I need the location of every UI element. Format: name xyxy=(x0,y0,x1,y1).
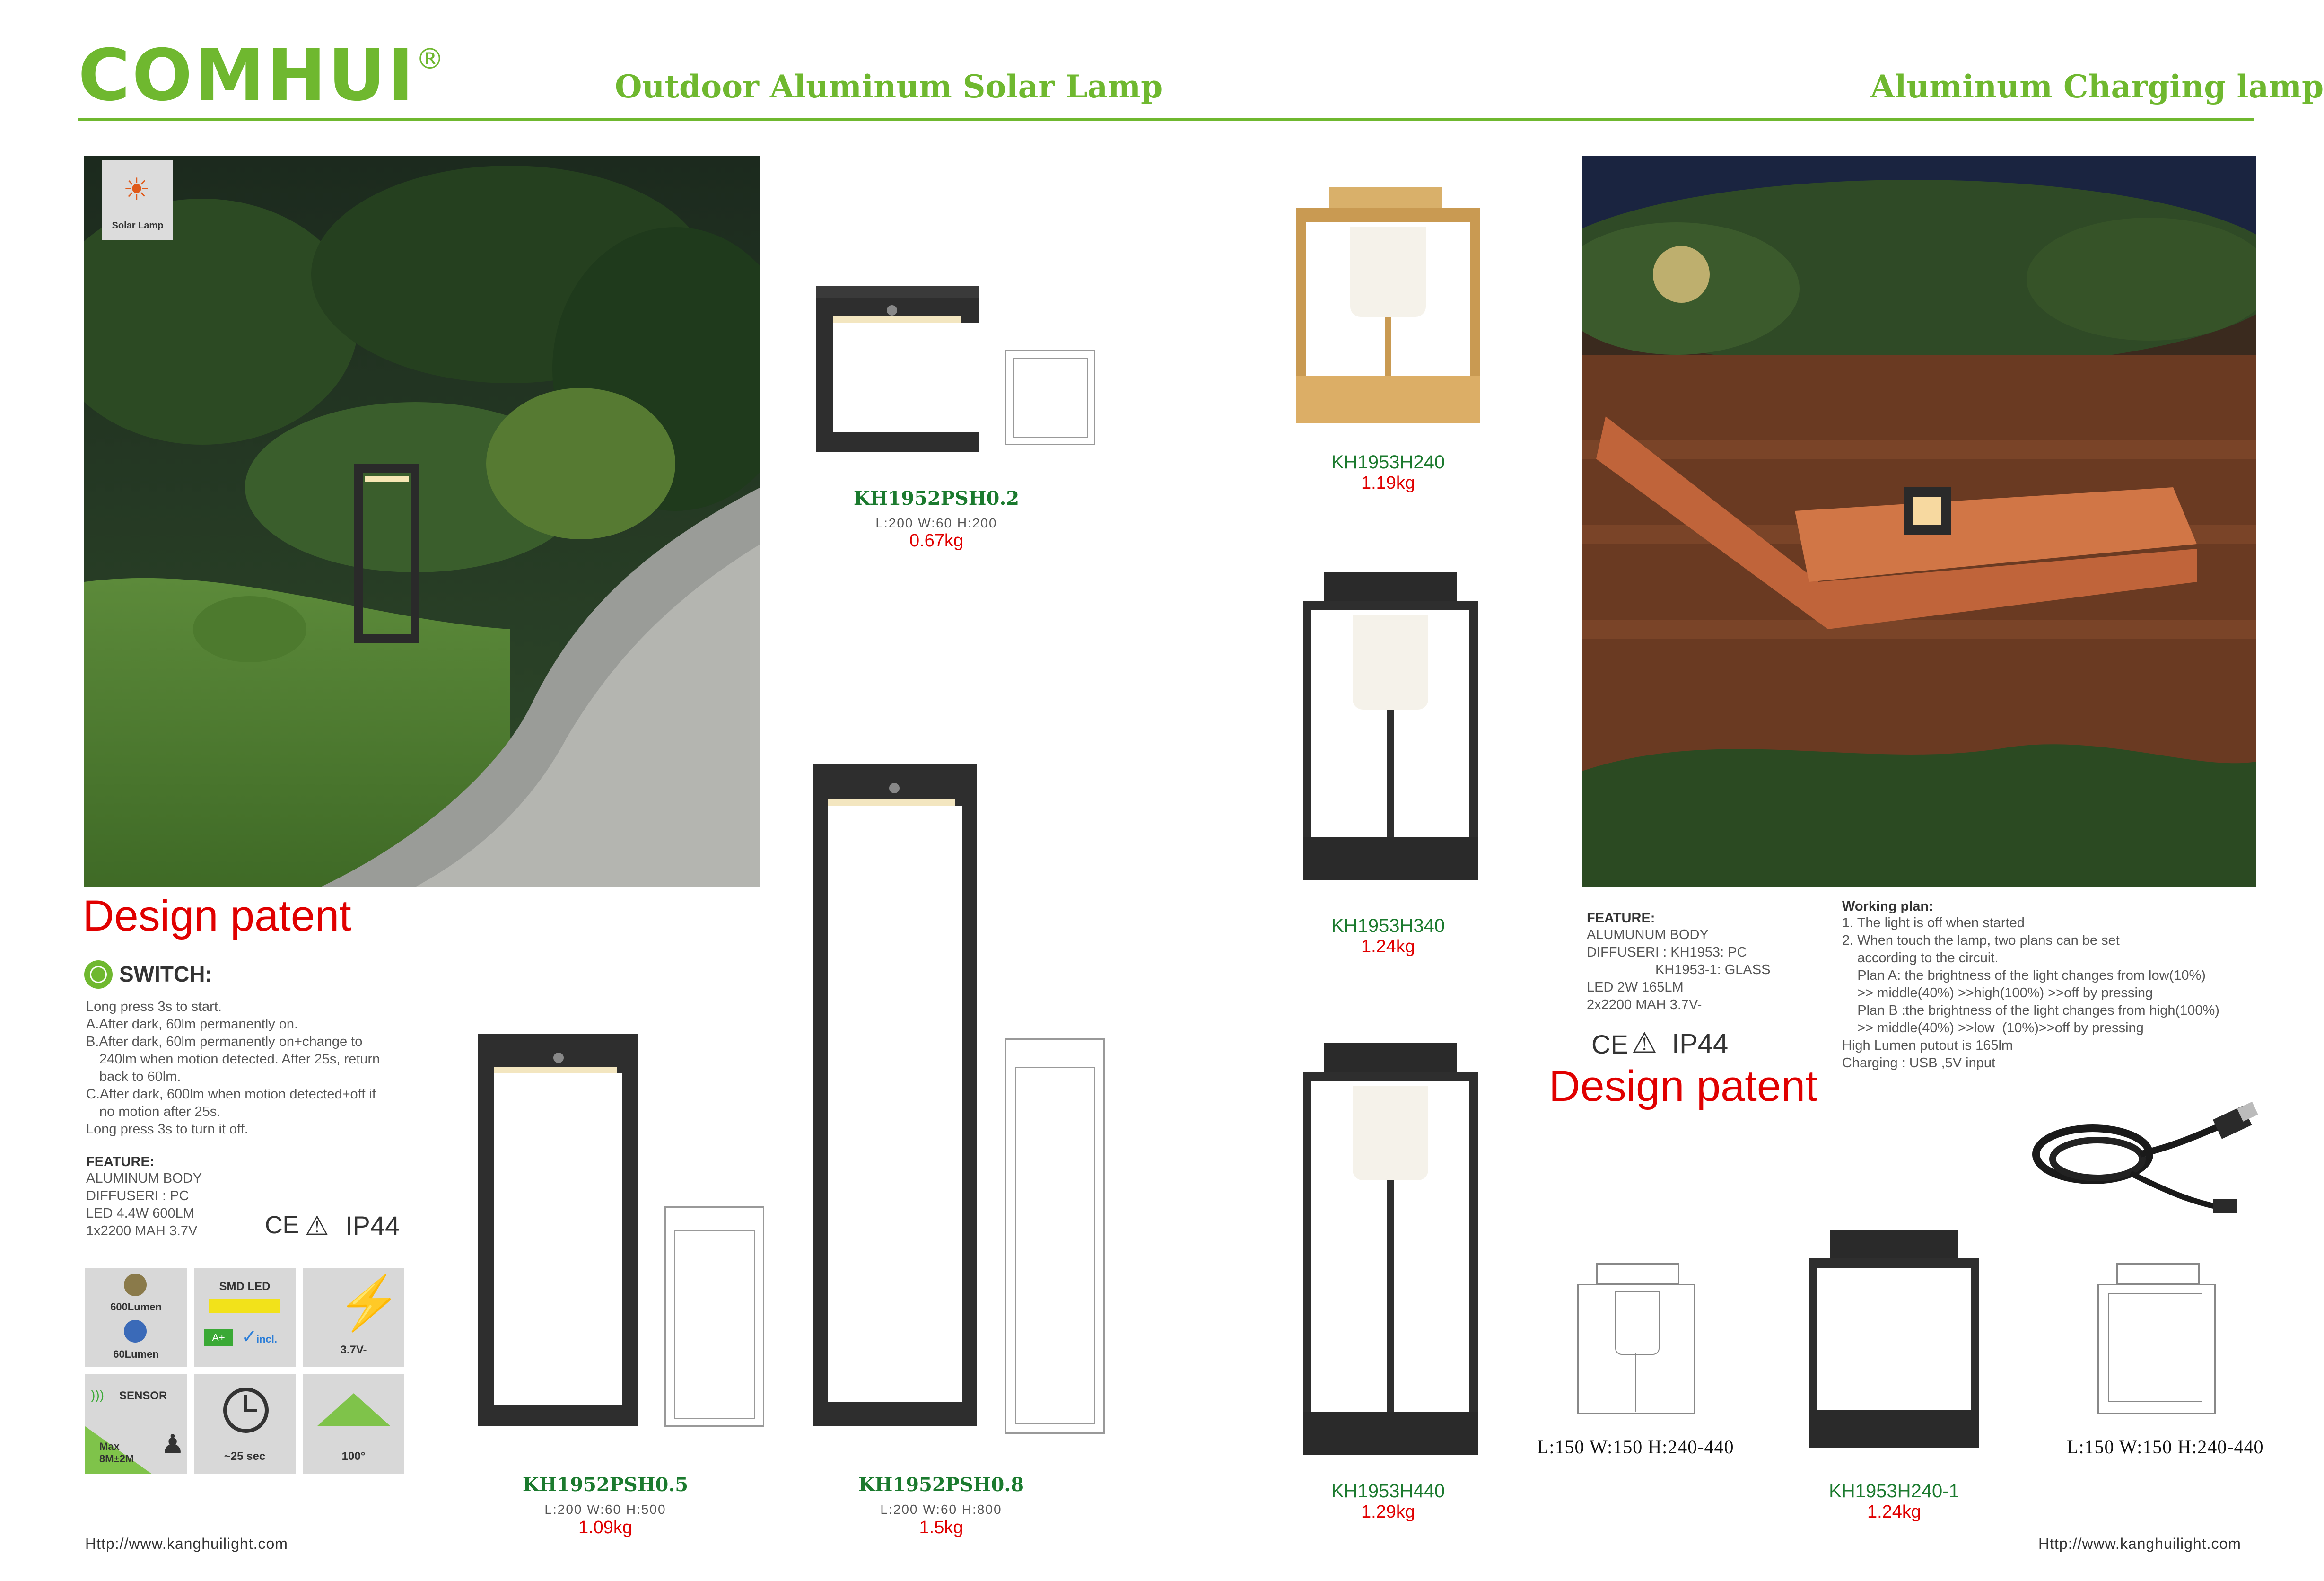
feature-line: 1x2200 MAH 3.7V xyxy=(86,1223,198,1238)
lamp-drawing-right xyxy=(2097,1263,2216,1414)
voltage-label: 3.7V- xyxy=(340,1344,367,1356)
timer-label: ~25 sec xyxy=(224,1450,266,1463)
lumen-low-label: 60Lumen xyxy=(113,1348,159,1360)
smd-led-label: SMD LED xyxy=(219,1280,271,1293)
footer-url-right[interactable]: Http://www.kanghuilight.com xyxy=(2038,1535,2241,1552)
lamp-kh1953h240-photo xyxy=(1296,187,1480,423)
working-line: according to the circuit. xyxy=(1842,950,1999,966)
solar-lamp-label: Solar Lamp xyxy=(112,220,164,231)
switch-line: Long press 3s to start. xyxy=(86,999,222,1014)
sensor-waves-icon: ))) xyxy=(91,1388,104,1402)
feature-line-right: DIFFUSERI : KH1953: PC xyxy=(1587,945,1747,960)
design-patent-right: Design patent xyxy=(1549,1062,1817,1110)
header-right-title: Aluminum Charging lamp xyxy=(1870,68,2324,105)
lumen-high-icon xyxy=(124,1274,147,1296)
timer-box xyxy=(194,1374,296,1474)
switch-line: no motion after 25s. xyxy=(99,1104,221,1119)
ip-rating-right: IP44 xyxy=(1672,1028,1729,1059)
feature-line: ALUMINUM BODY xyxy=(86,1171,202,1186)
dims-kh1952psh08: L:200 W:60 H:800 xyxy=(880,1502,1002,1517)
feature-title-right: FEATURE: xyxy=(1587,911,1655,926)
led-strip-icon xyxy=(209,1299,280,1313)
feature-line: LED 4.4W 600LM xyxy=(86,1206,194,1221)
weight-kh1953h240-1: 1.24kg xyxy=(1867,1502,1922,1522)
incl-label: incl. xyxy=(256,1333,278,1345)
working-line: Plan A: the brightness of the light changes from low(10%) xyxy=(1842,968,2206,983)
switch-icon xyxy=(84,960,113,989)
beam-angle-box xyxy=(303,1374,404,1474)
lamp-kh1953h440-photo xyxy=(1303,1043,1478,1455)
header-divider xyxy=(78,118,2254,121)
model-kh1953h240: KH1953H240 xyxy=(1331,452,1445,473)
feature-line: DIFFUSERI : PC xyxy=(86,1188,189,1203)
dims-kh1952psh02: L:200 W:60 H:200 xyxy=(875,516,997,530)
garden-photo xyxy=(84,156,760,887)
working-line: >> middle(40%) >>high(100%) >>off by pressing xyxy=(1842,985,2153,1001)
lamp-kh1952psh05-drawing xyxy=(664,1206,764,1427)
switch-line: B.After dark, 60lm permanently on+change to xyxy=(86,1034,363,1049)
deck-photo xyxy=(1582,156,2256,887)
feature-line-right: ALUMUNUM BODY xyxy=(1587,927,1709,942)
lamp-kh1953h240-1-photo xyxy=(1809,1230,1979,1448)
registered-mark: ® xyxy=(416,43,446,76)
switch-line: 240lm when motion detected. After 25s, return xyxy=(99,1052,380,1067)
voltage-box xyxy=(303,1268,404,1367)
working-line: High Lumen putout is 165lm xyxy=(1842,1038,2013,1053)
switch-line: A.After dark, 60lm permanently on. xyxy=(86,1017,298,1032)
switch-line: back to 60lm. xyxy=(99,1069,181,1084)
sensor-label: SENSOR xyxy=(119,1389,167,1402)
switch-description xyxy=(86,998,427,1138)
lamp-kh1952psh02-drawing xyxy=(1005,350,1095,445)
lamp-kh1952psh08-drawing xyxy=(1005,1038,1105,1434)
energy-class-badge: A+ xyxy=(204,1329,233,1346)
lightning-icon: ⚡ xyxy=(337,1274,402,1332)
sensor-range-label: Max 8M±2M xyxy=(99,1440,134,1465)
weight-kh1952psh02: 0.67kg xyxy=(909,531,964,551)
lumen-icon-box xyxy=(85,1268,187,1367)
beam-angle-icon xyxy=(317,1393,391,1426)
solar-lamp-badge xyxy=(102,160,173,240)
design-patent-left: Design patent xyxy=(83,892,351,940)
weight-kh1952psh08: 1.5kg xyxy=(919,1518,963,1537)
brand-name: COMHUI xyxy=(78,35,416,117)
smd-led-box xyxy=(194,1268,296,1367)
model-kh1953h240-1: KH1953H240-1 xyxy=(1829,1481,1959,1502)
model-kh1952psh02: KH1952PSH0.2 xyxy=(853,487,1020,509)
feature-line-right: KH1953-1: GLASS xyxy=(1587,962,1771,977)
feature-block-right xyxy=(1587,911,1823,1014)
model-kh1953h440: KH1953H440 xyxy=(1331,1481,1445,1502)
dims-kh1952psh05: L:200 W:60 H:500 xyxy=(544,1502,666,1517)
ce-mark-left: CE xyxy=(265,1212,299,1239)
warning-triangle-icon: ⚠ xyxy=(305,1211,329,1240)
weight-kh1952psh05: 1.09kg xyxy=(578,1518,633,1537)
lumen-high-label: 600Lumen xyxy=(110,1301,162,1313)
lamp-kh1952psh02-photo xyxy=(816,286,979,452)
warning-triangle-icon-right: ⚠ xyxy=(1632,1027,1657,1059)
check-icon: ✓ xyxy=(241,1326,257,1347)
weight-kh1953h440: 1.29kg xyxy=(1361,1502,1415,1522)
lamp-kh1952psh05-photo xyxy=(478,1034,638,1426)
sun-icon: ☀ xyxy=(123,172,150,206)
lumen-low-icon xyxy=(124,1320,147,1343)
switch-line: Long press 3s to turn it off. xyxy=(86,1122,248,1137)
working-line: Charging : USB ,5V input xyxy=(1842,1055,1996,1071)
working-line: 2. When touch the lamp, two plans can be set xyxy=(1842,933,2120,948)
header-left-title: Outdoor Aluminum Solar Lamp xyxy=(615,68,1163,105)
timer-icon xyxy=(223,1388,269,1433)
model-kh1953h340: KH1953H340 xyxy=(1331,915,1445,936)
ip-rating-left: IP44 xyxy=(345,1211,400,1240)
brand-logo xyxy=(78,35,446,117)
lamp-kh1952psh08-photo xyxy=(813,764,977,1426)
dims-left-drawing: L:150 W:150 H:240-440 xyxy=(1537,1436,1734,1458)
model-kh1952psh08: KH1952PSH0.8 xyxy=(858,1474,1024,1496)
sensor-box xyxy=(85,1374,187,1474)
ce-mark-right: CE xyxy=(1591,1029,1628,1059)
lamp-drawing-left xyxy=(1577,1263,1695,1414)
person-icon: ♟ xyxy=(161,1429,185,1459)
beam-angle-label: 100° xyxy=(341,1450,366,1463)
dims-right-drawing: L:150 W:150 H:240-440 xyxy=(2067,1436,2264,1458)
switch-title: SWITCH: xyxy=(119,962,212,986)
feature-title: FEATURE: xyxy=(86,1154,155,1169)
working-plan-title: Working plan: xyxy=(1842,899,1933,914)
usb-cable-image xyxy=(2027,1102,2258,1225)
feature-line-right: LED 2W 165LM xyxy=(1587,980,1684,995)
weight-kh1953h240: 1.19kg xyxy=(1361,473,1415,493)
feature-line-right: 2x2200 MAH 3.7V- xyxy=(1587,997,1702,1012)
working-line: 1. The light is off when started xyxy=(1842,915,2025,931)
model-kh1952psh05: KH1952PSH0.5 xyxy=(522,1474,689,1496)
weight-kh1953h340: 1.24kg xyxy=(1361,937,1415,957)
working-line: Plan B :the brightness of the light changes from high(100%) xyxy=(1842,1003,2219,1018)
switch-line: C.After dark, 600lm when motion detected+off if xyxy=(86,1087,376,1102)
footer-url-left[interactable]: Http://www.kanghuilight.com xyxy=(85,1535,288,1552)
working-plan-block xyxy=(1842,899,2258,1072)
working-line: >> middle(40%) >>low (10%)>>off by pressing xyxy=(1842,1020,2144,1036)
lamp-kh1953h340-photo xyxy=(1303,572,1478,880)
